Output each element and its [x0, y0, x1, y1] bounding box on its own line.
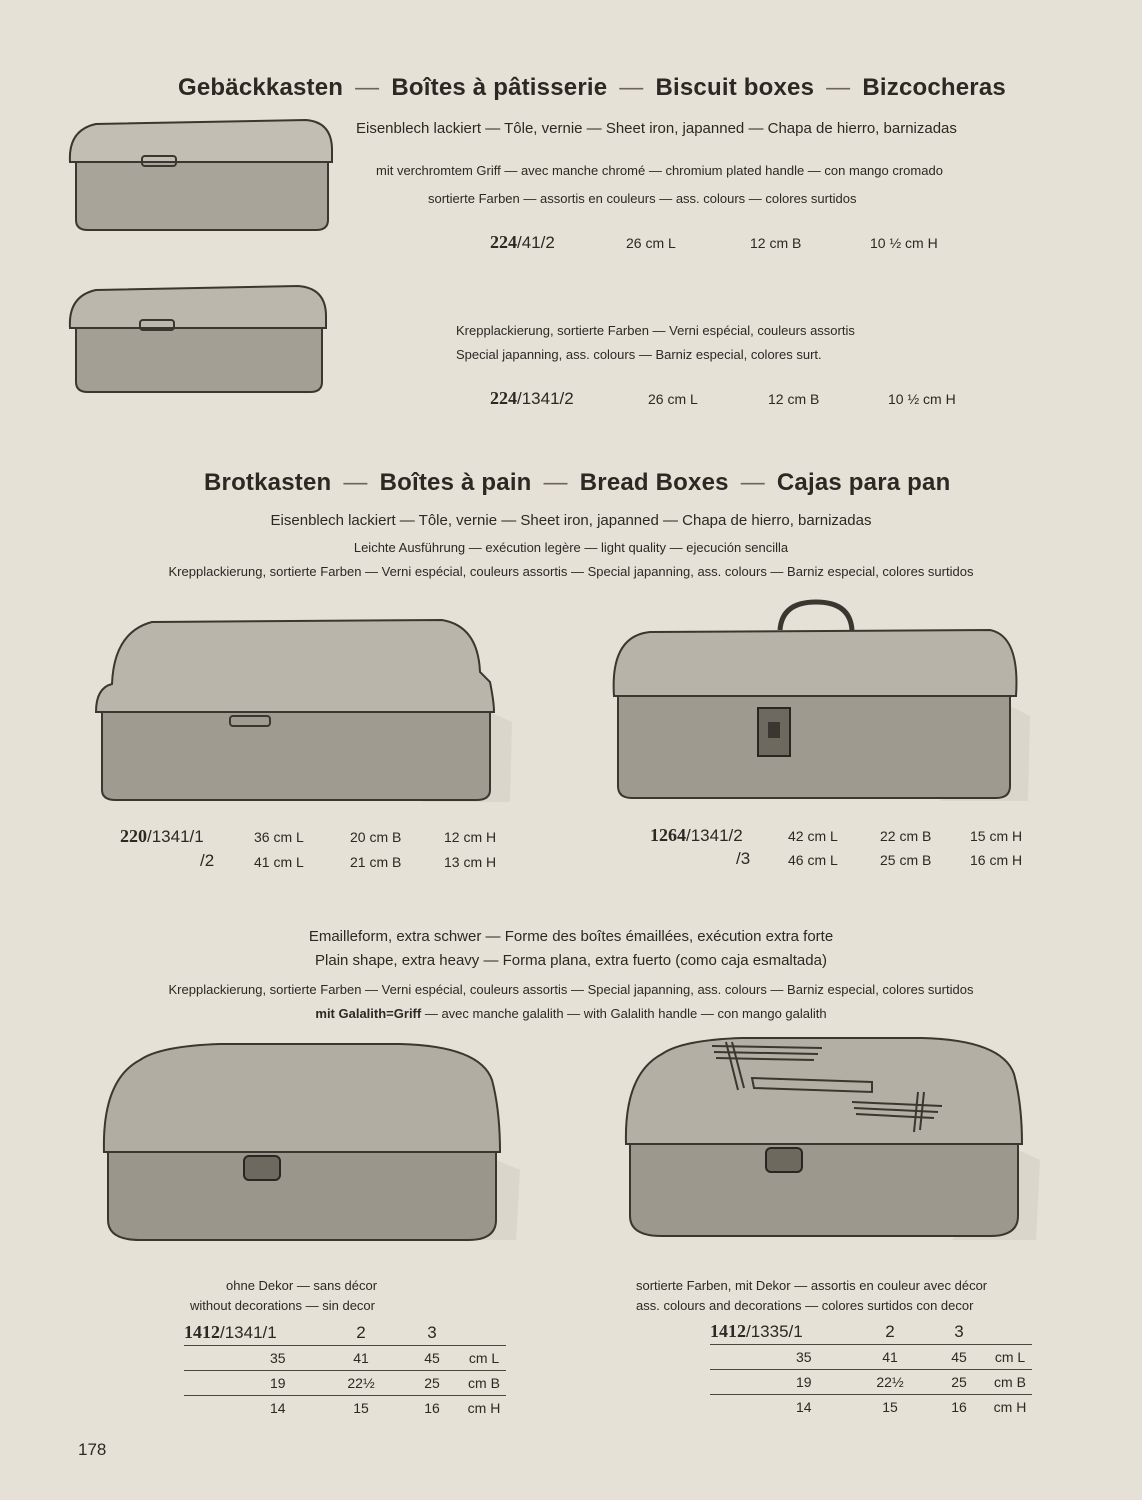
enamel-box-image	[622, 1030, 1040, 1248]
dim-height: 12 cm H	[444, 829, 497, 845]
bread-material: Eisenblech lackiert — Tôle, vernie — Sheet iron, japanned — Chapa de hierro, barnizadas	[270, 512, 872, 529]
enamel-line-2: Plain shape, extra heavy — Forma plana, extra fuerto (como caja esmaltada)	[315, 952, 827, 969]
dim-width: 12 cm B	[750, 235, 802, 251]
dim-height: 16 cm H	[970, 852, 1023, 868]
bread-box-image	[610, 596, 1030, 811]
table-header-row: 1412/1341/1 2 3	[184, 1320, 506, 1346]
table-row: 35 41 45 cm L	[184, 1346, 506, 1371]
caption: without decorations — sin decor	[190, 1298, 375, 1313]
page-number: 178	[78, 1440, 107, 1459]
dim-height: 10 ½ cm H	[870, 235, 938, 251]
size-table	[710, 1319, 1032, 1419]
dim-height: 10 ½ cm H	[888, 391, 956, 407]
dim-length: 41 cm L	[254, 854, 304, 870]
item-code: 224/1341/2	[490, 388, 574, 408]
biscuit-box-image	[66, 278, 330, 396]
bread-finish: Krepplackierung, sortierte Farben — Verni espécial, couleurs assortis — Special japanning, ass. colours — Barniz especial, colores surtidos	[168, 564, 974, 579]
size-table	[184, 1320, 506, 1420]
biscuit-handle: mit verchromtem Griff — avec manche chromé — chromium plated handle — con mango cromado	[376, 163, 943, 178]
dim-height: 15 cm H	[970, 828, 1023, 844]
table-row: 35 41 45 cm L	[710, 1345, 1032, 1370]
table-row: 14 15 16 cm H	[710, 1395, 1032, 1420]
enamel-finish: Krepplackierung, sortierte Farben — Verni espécial, couleurs assortis — Special japanning, ass. colours — Barniz especial, colores surtidos	[168, 982, 974, 997]
dim-width: 12 cm B	[768, 391, 820, 407]
dim-height: 13 cm H	[444, 854, 497, 870]
dim-length: 46 cm L	[788, 852, 838, 868]
bread-title: Brotkasten — Boîtes à pain — Bread Boxes — Cajas para pan	[204, 469, 951, 496]
bread-box-image	[92, 612, 512, 812]
item-code: 220/1341/1	[120, 826, 204, 846]
caption: ohne Dekor — sans décor	[226, 1278, 378, 1293]
dim-length: 42 cm L	[788, 828, 838, 844]
item-code: 1412/1341/1	[184, 1322, 277, 1342]
item-code: 224/41/2	[490, 232, 555, 252]
dim-width: 20 cm B	[350, 829, 402, 845]
dim-length: 26 cm L	[648, 391, 698, 407]
biscuit-special-2: Special japanning, ass. colours — Barniz especial, colores surt.	[456, 347, 822, 362]
table-row: 19 22½ 25 cm B	[184, 1371, 506, 1396]
dim-length: 36 cm L	[254, 829, 304, 845]
dim-width: 25 cm B	[880, 852, 932, 868]
biscuit-colours: sortierte Farben — assortis en couleurs — ass. colours — colores surtidos	[428, 191, 857, 206]
item-code: 1264/1341/2	[650, 825, 743, 845]
enamel-line-1: Emailleform, extra schwer — Forme des boîtes émaillées, exécution extra forte	[308, 928, 834, 945]
caption: ass. colours and decorations — colores surtidos con decor	[636, 1298, 974, 1313]
biscuit-material: Eisenblech lackiert — Tôle, vernie — Sheet iron, japanned — Chapa de hierro, barnizadas	[356, 120, 957, 137]
item-subcode: /2	[200, 851, 215, 870]
enamel-box-image	[100, 1040, 520, 1250]
biscuit-title: Gebäckkasten — Boîtes à pâtisserie — Biscuit boxes — Bizcocheras	[178, 74, 1006, 101]
caption: sortierte Farben, mit Dekor — assortis en couleur avec décor	[636, 1278, 988, 1293]
enamel-handle: mit Galalith=Griff — avec manche galalith — with Galalith handle — con mango galalith	[315, 1006, 827, 1021]
item-subcode: /3	[736, 849, 751, 868]
table-row: 14 15 16 cm H	[184, 1396, 506, 1421]
item-code: 1412/1335/1	[710, 1321, 803, 1341]
bread-quality: Leichte Ausführung — exécution legère — light quality — ejecución sencilla	[353, 540, 789, 555]
dim-width: 21 cm B	[350, 854, 402, 870]
table-header-row: 1412/1335/1 2 3	[710, 1319, 1032, 1345]
dim-length: 26 cm L	[626, 235, 676, 251]
dim-width: 22 cm B	[880, 828, 932, 844]
biscuit-box-image	[66, 110, 338, 235]
table-row: 19 22½ 25 cm B	[710, 1370, 1032, 1395]
biscuit-special-1: Krepplackierung, sortierte Farben — Verni espécial, couleurs assortis	[456, 323, 855, 338]
